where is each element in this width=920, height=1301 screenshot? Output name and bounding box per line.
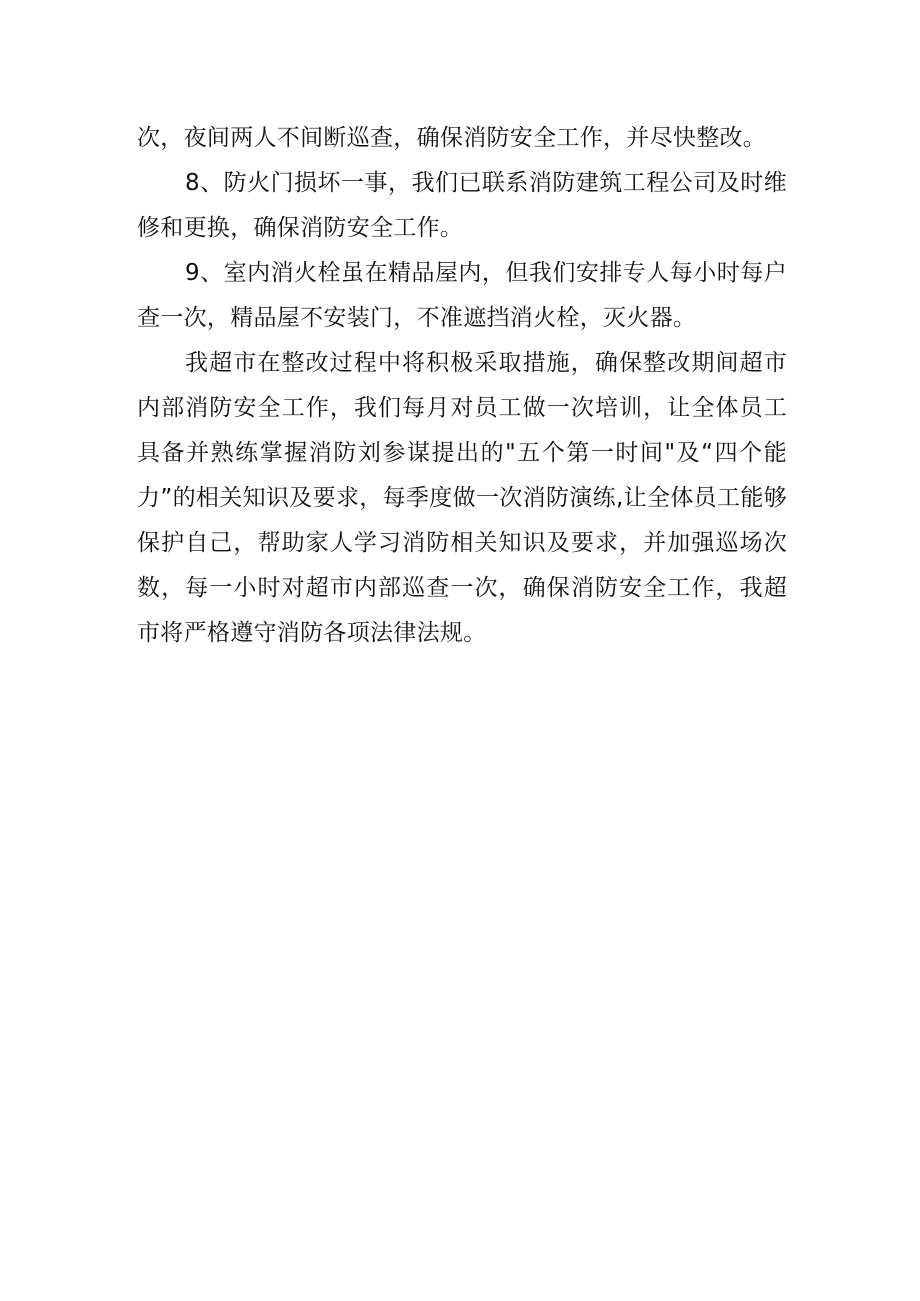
paragraph-summary: 我超市在整改过程中将积极采取措施，确保整改期间超市内部消防安全工作，我们每月对员工做一次培训，让全体员工具备并熟练掌握消防刘参谋提出的"五个第一时间"及“四个能力”的相关知识及要求，每季度做一次消防演练,让全体员工能够保护自己，帮助家人学习消防相关知识及要求，并加强巡场次数，每一小时对超市内部巡查一次，确保消防安全工作，我超市将严格遵守消防各项法律法规。 bbox=[137, 350, 787, 646]
paragraph-continuation: 次，夜间两人不间断巡查，确保消防安全工作，并尽快整改。 bbox=[137, 125, 767, 151]
paragraph-item-8: 8、防火门损坏一事，我们已联系消防建筑工程公司及时维修和更换，确保消防安全工作。 bbox=[137, 170, 787, 241]
document-body bbox=[137, 116, 787, 656]
paragraph-item-9: 9、室内消火栓虽在精品屋内，但我们安排专人每小时每户查一次，精品屋不安装门，不准遮挡消火栓，灭火器。 bbox=[137, 260, 787, 331]
